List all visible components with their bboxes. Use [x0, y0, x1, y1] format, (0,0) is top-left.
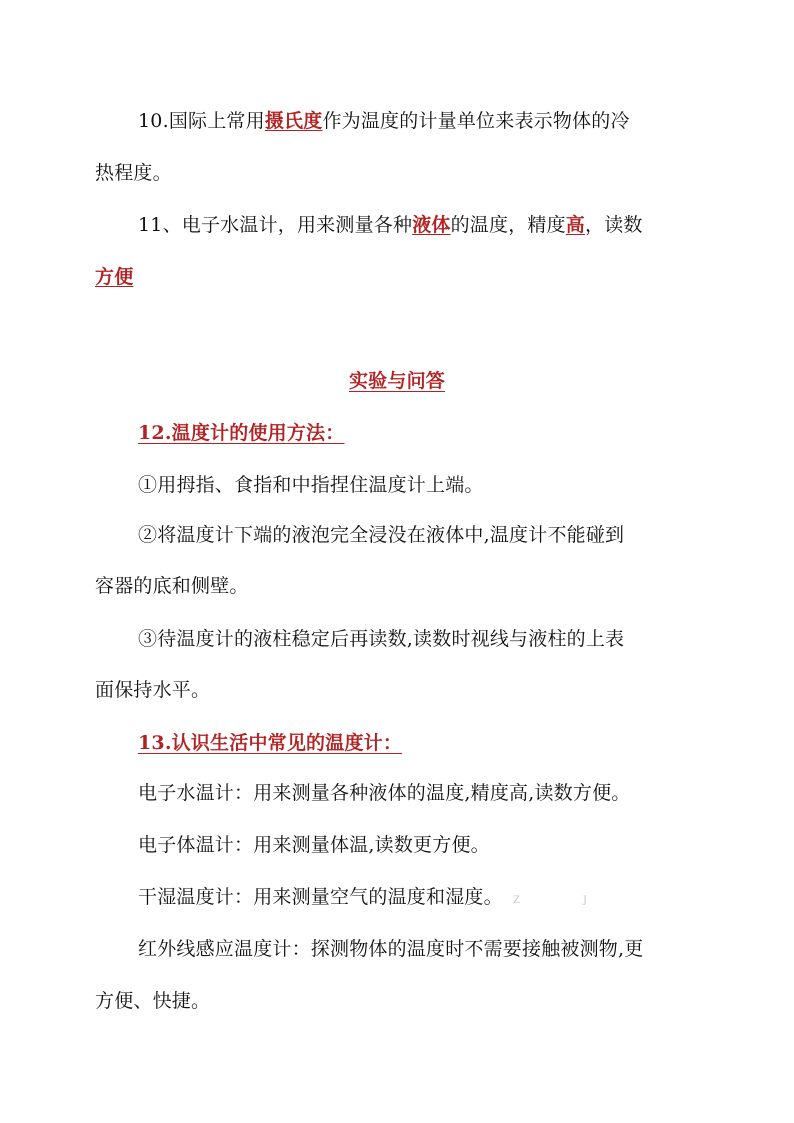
- q13-item-hygrometer: [138, 885, 794, 913]
- p10-text-post: 作为温度的计量单位来表示物体的冷: [322, 110, 630, 132]
- p11-line2: [95, 265, 794, 289]
- q12-step2-line2: 容器的底和侧壁。: [95, 575, 249, 597]
- p10-highlight-celsius: 摄氏度: [264, 110, 323, 132]
- q12-step2-line1: ②将温度计下端的液泡完全浸没在液体中,温度计不能碰到: [138, 524, 625, 546]
- q13-item-body-thermometer: 电子体温计：用来测量体温,读数更方便。: [138, 834, 490, 856]
- p10-text-pre: 10.国际上常用: [138, 110, 265, 132]
- p10-line2: 热程度。: [95, 162, 172, 184]
- p11-text-pre: 11、电子水温计，用来测量各种: [138, 214, 413, 236]
- q12-heading: [138, 421, 794, 445]
- q13-heading: [138, 731, 794, 755]
- section-title: [0, 369, 794, 393]
- q12-step3-line1: ③待温度计的液柱稳定后再读数,读数时视线与液柱的上表: [138, 628, 625, 650]
- q12-step3-line2: 面保持水平。: [95, 679, 211, 701]
- q12-step1: ①用拇指、食指和中指捏住温度计上端。: [138, 474, 484, 496]
- p10-line1: [138, 109, 758, 133]
- p11-line1: [138, 213, 758, 237]
- p11-highlight-liquid: 液体: [412, 214, 451, 236]
- p11-text-mid: 的温度，精度: [450, 214, 566, 236]
- q13-heading-text: 13.认识生活中常见的温度计：: [138, 732, 403, 754]
- q13-item-hygrometer-text: 干湿温度计：用来测量空气的温度和湿度。: [138, 886, 503, 908]
- p11-highlight-convenient: 方便: [95, 266, 134, 288]
- q12-heading-text: 12.温度计的使用方法：: [138, 422, 345, 444]
- p11-text-post: ，读数: [585, 214, 643, 236]
- p11-highlight-high: 高: [565, 214, 585, 236]
- q13-item-infrared-line1: 红外线感应温度计：探测物体的温度时不需要接触被测物,更: [138, 938, 644, 960]
- section-title-text: 实验与问答: [348, 370, 445, 392]
- q13-item-infrared-line2: 方便、快捷。: [95, 990, 211, 1012]
- q13-item-water-thermometer: 电子水温计：用来测量各种液体的温度,精度高,读数方便。: [138, 782, 631, 804]
- watermark-letters: Z J: [512, 895, 617, 906]
